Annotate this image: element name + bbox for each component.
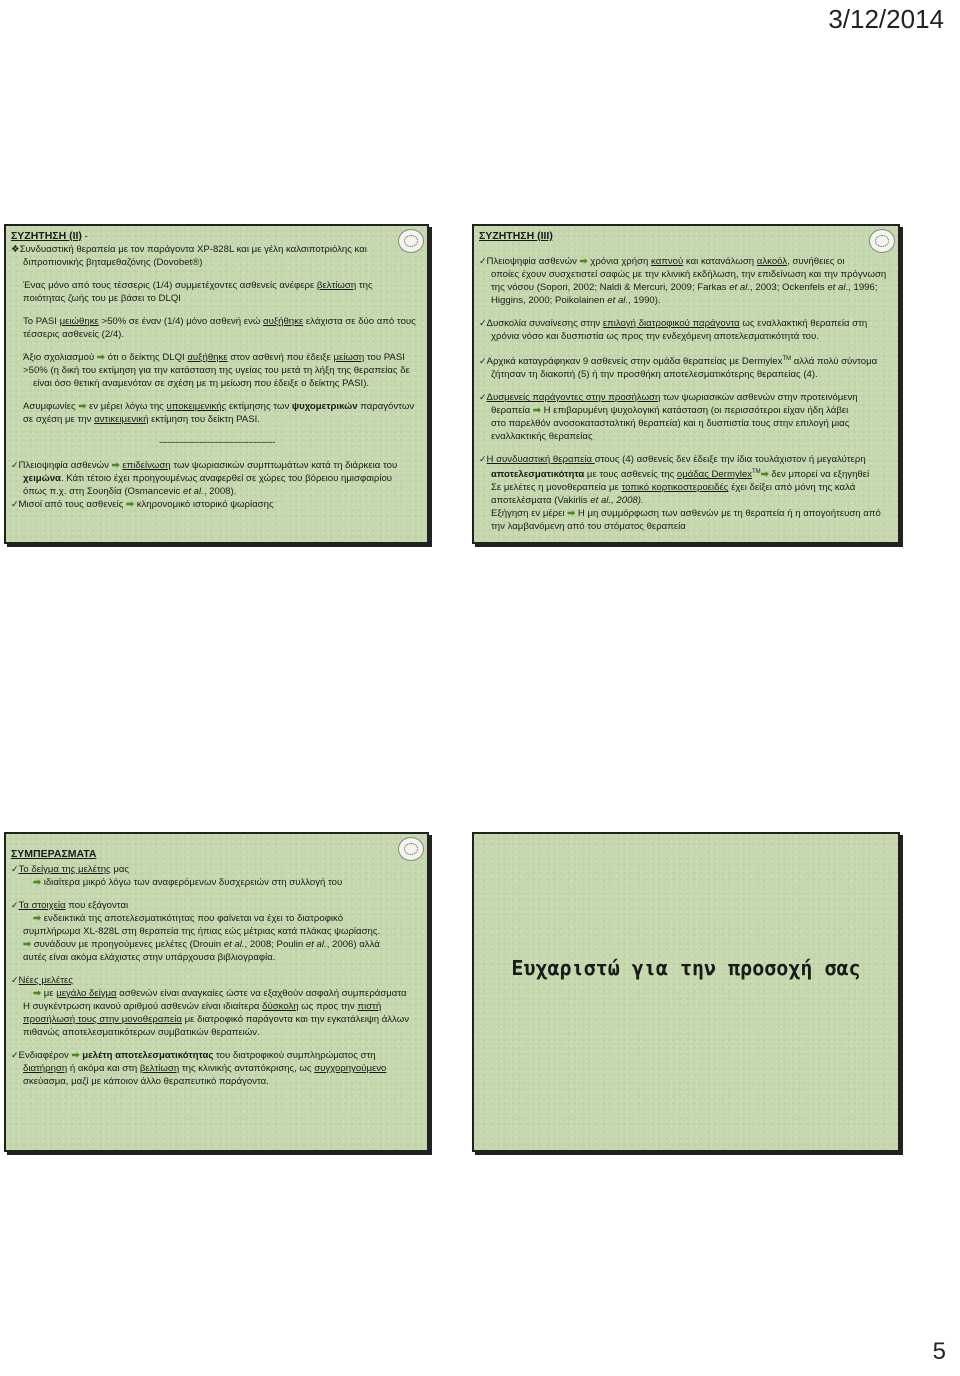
arrow-icon: ➡ <box>23 939 32 950</box>
arrow-icon: ➡ <box>78 401 87 412</box>
check-icon: ✓ <box>479 318 487 328</box>
slide-title: ΣΥΖΗΤΗΣΗ (ΙΙ) <box>11 230 82 242</box>
check-icon: ✓ <box>479 356 487 367</box>
slide-discussion-2: ΣΥΖΗΤΗΣΗ (ΙΙ) - ❖Συνδυαστική θεραπεία με τον παράγοντα XP-828L και με γέλη καλσιποτριόλης και διπροπιονικής βηταμεθαζόνης (Dovobet®) Ένας μόνο από τους τέσσερις (1/4) συμμετέχοντες ασθενείς ανέφερε βελτίωση της ποιότητας ζωής του με βάσει το DLQI Το PASI μειώθηκε >50% σε έναν (1/4) μόνο ασθενή ενώ αυξήθηκε ελάχιστα σε δύο από τους τέσσερις ασθενείς (2/4). Άξιο σχολιασμού ➡ ότι ο δείκτης DLQI αυξήθηκε στον ασθενή που έδειξε μείωση του PASI >50% (η δική του εκτίμηση για την κατάσταση της υγείας του μετά τη λήξη της θεραπείας δε είναι όσο θετική αναμενόταν σε σχέση με τη μείωση που έδειξε ο δείκτης PASI). Ασυμφωνίες ➡ εν μέρει λόγω της υποκειμενικής εκτίμησης των ψυχομετρικών παραγόντων σε σχέση με την αντικειμενική εκτίμηση του δείκτη PASI. ------------------------------------------- ✓Πλειοψηφία ασθενών ➡ επιδείνωση των ψωριασικών συμπτωμάτων κατά τη διάρκεια του χειμώνα. Κάτι τέτοιο έχει προηγουμένως αναφερθεί σε χώρες του βόρειου ημισφαιρίου όπως π.χ. στη Σουηδία (Osmancevic et al., 2008). ✓Μισοί από τους ασθενείς ➡ κληρονομικό ιστορικό ψωρίασης <box>4 224 429 544</box>
slide-discussion-3: ΣΥΖΗΤΗΣΗ (ΙΙΙ) ✓Πλειοψηφία ασθενών ➡ χρόνια χρήση καπνού και κατανάλωση αλκοόλ, συνήθειες οι οποίες έχουν συσχετιστεί σαφώς με την κλινική εκδήλωση, την επιδείνωση και την πρόγνωση της νόσου (Sopori, 2002; Naldi & Mercuri, 2009; Farkas et al., 2003; Ockenfels et al., 1996; Higgins, 2000; Poikolainen et al., 1990). ✓Δυσκολία συναίνεσης στην επιλογή διατροφικού παράγοντα ως εναλλακτική θεραπεία στη χρόνια νόσο και δυσπιστία ως προς την ενδεχόμενη αποτελεσματικότητά του. ✓Αρχικά καταγράφηκαν 9 ασθενείς στην ομάδα θεραπείας με Dermylex™ αλλά πολύ σύντομα ζήτησαν τη διακοπή (5) ή την προσθήκη αποτελεσματικότερης θεραπείας (4). ✓Δυσμενείς παράγοντες στην προσήλωση των ψωριασικών ασθενών στην προτεινόμενη θεραπεία ➡ Η επιβαρυμένη ψυχολογική κατάσταση (οι περισσότεροι είχαν ήδη λάβει στο παρελθόν ανοσοκατασταλτική θεραπεία) και η δυσπιστία τους στην επιλογή μιας εναλλακτικής θεραπείας ✓Η συνδυαστική θεραπεία στους (4) ασθενείς δεν έδειξε την ίδια τουλάχιστον ή μεγαλύτερη αποτελεσματικότητα με τους ασθενείς της ομάδας Dermylex™➡ δεν μπορεί να εξηγηθεί Σε μελέτες η μονοθεραπεία με τοπικό κορτικοστεροειδές έχει δείξει από μόνη της καλά αποτελέσματα (Vakirlis et al., 2008). Εξήγηση εν μέρει ➡ Η μη συμμόρφωση των ασθενών με τη θεραπεία ή η απογοήτευση από την λαμβανόμενη από του στόματος θεραπεία <box>472 224 900 544</box>
check-icon: ✓ <box>11 864 19 874</box>
arrow-icon: ➡ <box>567 508 576 520</box>
slide-title: ΣΥΖΗΤΗΣΗ (ΙΙΙ) <box>479 230 553 242</box>
check-icon: ✓ <box>479 454 487 465</box>
slide-thank-you <box>472 832 900 1152</box>
arrow-icon: ➡ <box>579 256 588 267</box>
check-icon: ✓ <box>479 256 487 266</box>
arrow-icon: ➡ <box>33 988 42 999</box>
arrow-icon: ➡ <box>33 877 42 888</box>
date-header: 3/12/2014 <box>828 4 944 34</box>
thank-you-text: Ευχαριστώ για την προσοχή σας <box>511 956 861 980</box>
check-icon: ✓ <box>11 460 19 470</box>
arrow-icon: ➡ <box>33 913 42 924</box>
check-icon: ✓ <box>479 392 487 403</box>
check-icon: ✓ <box>11 499 19 509</box>
diamond-icon: ❖ <box>11 244 20 255</box>
check-icon: ✓ <box>11 1050 19 1060</box>
check-icon: ✓ <box>11 975 19 985</box>
arrow-icon: ➡ <box>111 460 120 471</box>
arrow-icon: ➡ <box>126 499 135 510</box>
university-logo-icon <box>869 229 895 253</box>
divider: ------------------------------------------- <box>159 437 275 448</box>
arrow-icon: ➡ <box>760 469 769 481</box>
university-logo-icon <box>398 229 424 253</box>
slide-conclusions: ΣΥΜΠΕΡΑΣΜΑΤΑ ✓Το δείγμα της μελέτης μας ➡ ιδιαίτερα μικρό λόγω των αναφερόμενων δυσχερειών στη συλλογή του ✓Τα στοιχεία που εξάγονται ➡ ενδεικτικά της αποτελεσματικότητας που φαίνεται να έχει το διατροφικό συμπλήρωμα XL-828L στη θεραπεία της ήπιας εώς μέτριας κατά πλάκας ψωρίασης. ➡ συνάδουν με προηγούμενες μελέτες (Drouin et al., 2008; Poulin et al., 2006) αλλά αυτές είναι ακόμα ελάχιστες στην υπάρχουσα βιβλιογραφία. ✓Νέες μελέτες ➡ με μεγάλο δείγμα ασθενών είναι αναγκαίες ώστε να εξαχθούν ασφαλή συμπεράσματα Η συγκέντρωση ικανού αριθμού ασθενών είναι ιδιαίτερα δύσκολη ως προς την πιστή προσήλωσή τους στην μονοθεραπεία με διατροφικό παράγοντα και την εγκατάλειψη άλλων πιθανώς αποτελεσματικότερων συμβατικών θεραπειών. ✓Ενδιαφέρον ➡ μελέτη αποτελεσματικότητας του διατροφικού συμπληρώματος στη διατήρηση ή ακόμα και στη βελτίωση της κλινικής ανταπόκρισης, ως συγχορηγούμενο σκεύασμα, μαζί με κάποιον άλλο θεραπευτικό παράγοντα. <box>4 832 429 1152</box>
arrow-icon: ➡ <box>96 352 105 363</box>
university-logo-icon <box>398 837 424 861</box>
page-number: 5 <box>932 1338 946 1365</box>
arrow-icon: ➡ <box>71 1050 80 1061</box>
check-icon: ✓ <box>11 900 19 910</box>
arrow-icon: ➡ <box>532 405 541 417</box>
slide-title: ΣΥΜΠΕΡΑΣΜΑΤΑ <box>11 848 97 860</box>
bullet: ❖Συνδυαστική θεραπεία με τον παράγοντα XP-828L και με γέλη καλσιποτριόλης και <box>11 244 367 255</box>
